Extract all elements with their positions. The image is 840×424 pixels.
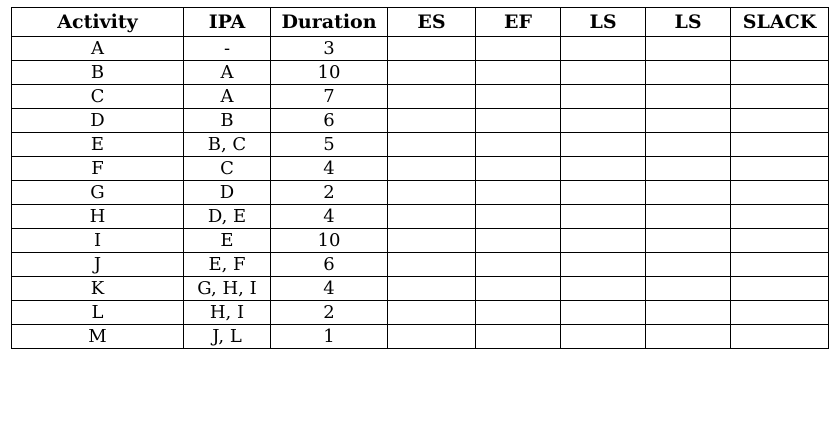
duration-cell: 4: [271, 277, 388, 301]
ls-cell: [561, 157, 646, 181]
ls-second-cell: [646, 301, 731, 325]
ipa-cell: A: [184, 61, 271, 85]
es-cell: [388, 181, 476, 205]
es-cell: [388, 205, 476, 229]
ls-cell: [561, 181, 646, 205]
header-slack: SLACK: [731, 8, 829, 37]
table-body: [12, 37, 829, 349]
table-row: [12, 157, 829, 181]
ls-cell: [561, 229, 646, 253]
es-cell: [388, 109, 476, 133]
table-row: [12, 181, 829, 205]
slack-cell: [731, 325, 829, 349]
header-duration: Duration: [271, 8, 388, 37]
ef-cell: [476, 277, 561, 301]
duration-cell: 10: [271, 229, 388, 253]
header-ls-second: LS: [646, 8, 731, 37]
ipa-cell: C: [184, 157, 271, 181]
ef-cell: [476, 85, 561, 109]
table-row: [12, 61, 829, 85]
slack-cell: [731, 37, 829, 61]
duration-cell: 2: [271, 181, 388, 205]
duration-cell: 2: [271, 301, 388, 325]
slack-cell: [731, 205, 829, 229]
ipa-cell: B, C: [184, 133, 271, 157]
ls-cell: [561, 301, 646, 325]
ls-second-cell: [646, 109, 731, 133]
activity-cell: M: [12, 325, 184, 349]
duration-cell: 6: [271, 109, 388, 133]
activity-cell: C: [12, 85, 184, 109]
es-cell: [388, 277, 476, 301]
es-cell: [388, 229, 476, 253]
ef-cell: [476, 61, 561, 85]
ls-second-cell: [646, 253, 731, 277]
duration-cell: 4: [271, 205, 388, 229]
es-cell: [388, 133, 476, 157]
table-row: [12, 277, 829, 301]
ef-cell: [476, 133, 561, 157]
ipa-cell: A: [184, 85, 271, 109]
table-row: [12, 109, 829, 133]
duration-cell: 7: [271, 85, 388, 109]
es-cell: [388, 85, 476, 109]
slack-cell: [731, 61, 829, 85]
ef-cell: [476, 181, 561, 205]
header-ef: EF: [476, 8, 561, 37]
table-row: [12, 133, 829, 157]
ipa-cell: D: [184, 181, 271, 205]
activity-cell: I: [12, 229, 184, 253]
ef-cell: [476, 109, 561, 133]
ls-cell: [561, 277, 646, 301]
duration-cell: 3: [271, 37, 388, 61]
slack-cell: [731, 301, 829, 325]
duration-cell: 5: [271, 133, 388, 157]
ipa-cell: H, I: [184, 301, 271, 325]
ipa-cell: J, L: [184, 325, 271, 349]
activity-sheet: [11, 7, 829, 349]
activity-table: [11, 7, 829, 349]
ef-cell: [476, 253, 561, 277]
slack-cell: [731, 157, 829, 181]
activity-cell: E: [12, 133, 184, 157]
duration-cell: 4: [271, 157, 388, 181]
ls-cell: [561, 37, 646, 61]
ls-second-cell: [646, 325, 731, 349]
table-row: [12, 85, 829, 109]
ipa-cell: E: [184, 229, 271, 253]
slack-cell: [731, 277, 829, 301]
slack-cell: [731, 229, 829, 253]
es-cell: [388, 253, 476, 277]
header-ls: LS: [561, 8, 646, 37]
ls-second-cell: [646, 61, 731, 85]
table-row: [12, 229, 829, 253]
ef-cell: [476, 205, 561, 229]
ls-second-cell: [646, 205, 731, 229]
ls-second-cell: [646, 133, 731, 157]
ls-cell: [561, 205, 646, 229]
ls-second-cell: [646, 229, 731, 253]
ipa-cell: D, E: [184, 205, 271, 229]
activity-cell: J: [12, 253, 184, 277]
es-cell: [388, 157, 476, 181]
es-cell: [388, 37, 476, 61]
ls-second-cell: [646, 37, 731, 61]
header-es: ES: [388, 8, 476, 37]
ls-second-cell: [646, 277, 731, 301]
slack-cell: [731, 253, 829, 277]
ef-cell: [476, 37, 561, 61]
table-row: [12, 253, 829, 277]
activity-cell: H: [12, 205, 184, 229]
ipa-cell: -: [184, 37, 271, 61]
ls-cell: [561, 85, 646, 109]
duration-cell: 1: [271, 325, 388, 349]
duration-cell: 10: [271, 61, 388, 85]
ipa-cell: G, H, I: [184, 277, 271, 301]
ef-cell: [476, 229, 561, 253]
table-row: [12, 37, 829, 61]
ef-cell: [476, 301, 561, 325]
header-row: [12, 8, 829, 37]
slack-cell: [731, 133, 829, 157]
ls-cell: [561, 133, 646, 157]
ls-cell: [561, 61, 646, 85]
activity-cell: A: [12, 37, 184, 61]
activity-cell: B: [12, 61, 184, 85]
ls-second-cell: [646, 157, 731, 181]
header-ipa: IPA: [184, 8, 271, 37]
ef-cell: [476, 157, 561, 181]
ls-cell: [561, 253, 646, 277]
activity-cell: K: [12, 277, 184, 301]
es-cell: [388, 325, 476, 349]
slack-cell: [731, 109, 829, 133]
es-cell: [388, 301, 476, 325]
duration-cell: 6: [271, 253, 388, 277]
activity-cell: L: [12, 301, 184, 325]
table-row: [12, 205, 829, 229]
activity-cell: D: [12, 109, 184, 133]
table-row: [12, 325, 829, 349]
ls-second-cell: [646, 85, 731, 109]
ls-cell: [561, 325, 646, 349]
activity-cell: G: [12, 181, 184, 205]
table-row: [12, 301, 829, 325]
ipa-cell: B: [184, 109, 271, 133]
slack-cell: [731, 85, 829, 109]
ef-cell: [476, 325, 561, 349]
header-activity: Activity: [12, 8, 184, 37]
ls-second-cell: [646, 181, 731, 205]
es-cell: [388, 61, 476, 85]
slack-cell: [731, 181, 829, 205]
activity-cell: F: [12, 157, 184, 181]
ls-cell: [561, 109, 646, 133]
ipa-cell: E, F: [184, 253, 271, 277]
